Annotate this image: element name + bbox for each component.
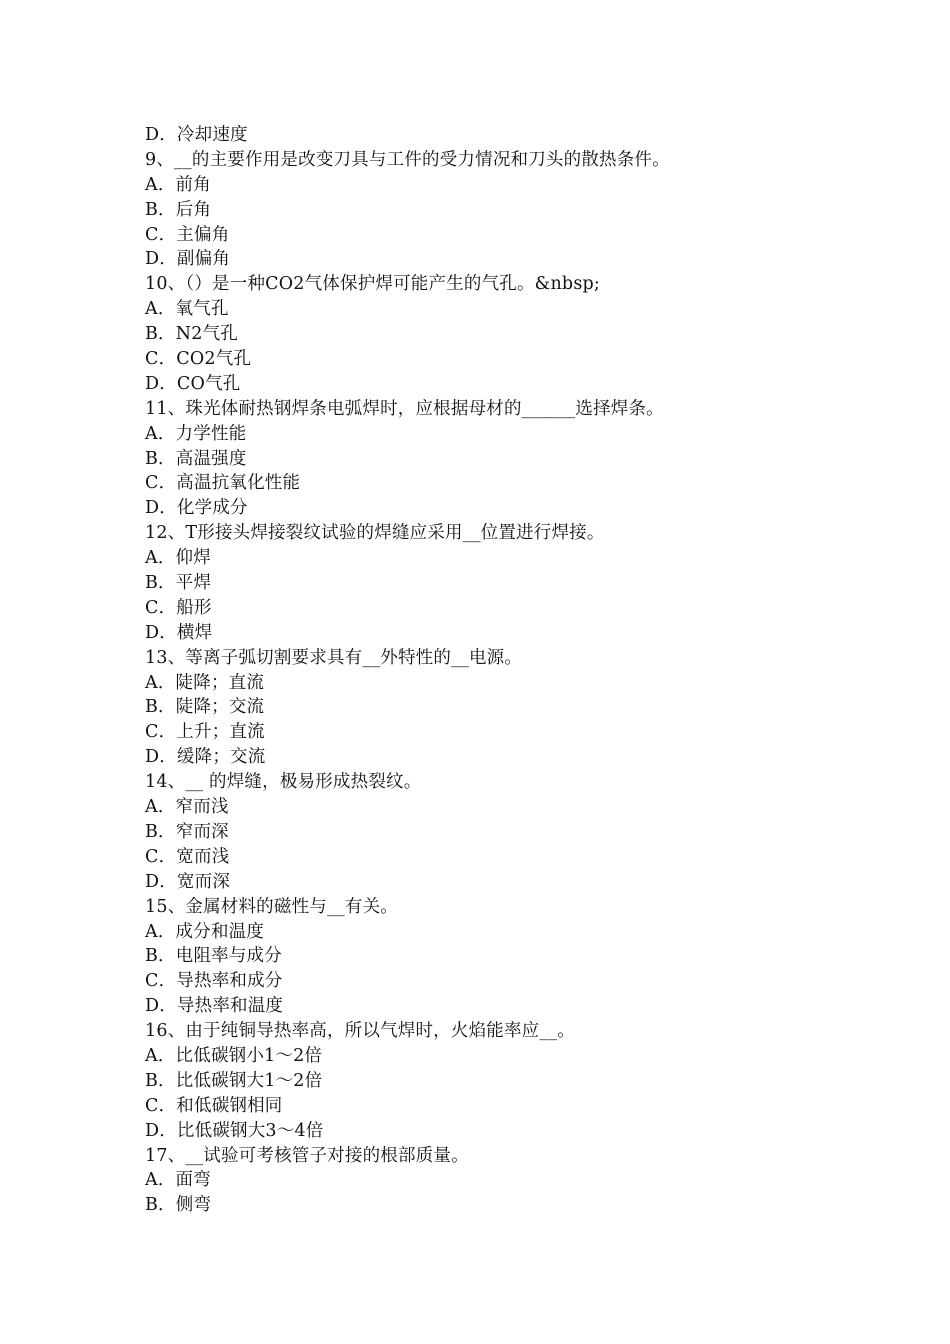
option-line: C．上升；直流 xyxy=(145,722,265,743)
option-line: D．化学成分 xyxy=(145,498,248,519)
question-line: 11、珠光体耐热钢焊条电弧焊时，应根据母材的______选择焊条。 xyxy=(145,398,664,419)
option-line: C．宽而浅 xyxy=(145,846,230,867)
option-line: A．面弯 xyxy=(145,1170,211,1191)
option-line: C．和低碳钢相同 xyxy=(145,1095,283,1116)
option-line: D．缓降；交流 xyxy=(145,747,266,768)
option-line: A．窄而浅 xyxy=(145,797,229,818)
option-line: D．冷却速度 xyxy=(145,125,248,145)
option-line: D．比低碳钢大3～4倍 xyxy=(145,1120,324,1141)
question-line: 9、__的主要作用是改变刀具与工件的受力情况和刀头的散热条件。 xyxy=(145,149,670,170)
option-line: B．N2气孔 xyxy=(145,324,239,345)
option-line: A．仰焊 xyxy=(145,548,211,569)
option-line: D．横焊 xyxy=(145,622,213,643)
option-line: A．比低碳钢小1～2倍 xyxy=(145,1045,323,1066)
option-line: B．比低碳钢大1～2倍 xyxy=(145,1070,323,1091)
option-line: B．后角 xyxy=(145,199,212,220)
question-line: 16、由于纯铜导热率高，所以气焊时，火焰能率应__。 xyxy=(145,1021,575,1042)
option-line: D．副偏角 xyxy=(145,249,231,270)
option-line: B．窄而深 xyxy=(145,821,229,842)
option-line: B．陡降；交流 xyxy=(145,697,265,718)
option-line: D．导热率和温度 xyxy=(145,996,284,1017)
option-line: C．CO2气孔 xyxy=(145,349,252,370)
option-line: B．平焊 xyxy=(145,573,212,594)
option-line: A．前角 xyxy=(145,174,211,195)
question-line: 13、等离子弧切割要求具有__外特性的__电源。 xyxy=(145,647,523,668)
option-line: A．陡降；直流 xyxy=(145,672,265,693)
option-line: C．导热率和成分 xyxy=(145,971,283,992)
option-line: D．宽而深 xyxy=(145,871,231,892)
question-line: 17、__试验可考核管子对接的根部质量。 xyxy=(145,1145,469,1166)
question-line: 10、（）是一种CO2气体保护焊可能产生的气孔。&nbsp; xyxy=(145,274,601,295)
option-line: C．船形 xyxy=(145,597,212,618)
question-line: 15、金属材料的磁性与__有关。 xyxy=(145,896,398,917)
question-line: 12、T形接头焊接裂纹试验的焊缝应采用__位置进行焊接。 xyxy=(145,523,605,544)
option-line: C．高温抗氧化性能 xyxy=(145,473,301,494)
option-line: A．氧气孔 xyxy=(145,299,229,320)
question-line: 14、__ 的焊缝，极易形成热裂纹。 xyxy=(145,772,422,793)
option-line: B．侧弯 xyxy=(145,1195,212,1216)
option-line: A．力学性能 xyxy=(145,423,247,444)
document-page xyxy=(145,123,865,1218)
option-line: A．成分和温度 xyxy=(145,921,265,942)
option-line: D．CO气孔 xyxy=(145,373,241,394)
option-line: B．高温强度 xyxy=(145,448,247,469)
option-line: C．主偏角 xyxy=(145,224,230,245)
option-line: B．电阻率与成分 xyxy=(145,946,282,967)
